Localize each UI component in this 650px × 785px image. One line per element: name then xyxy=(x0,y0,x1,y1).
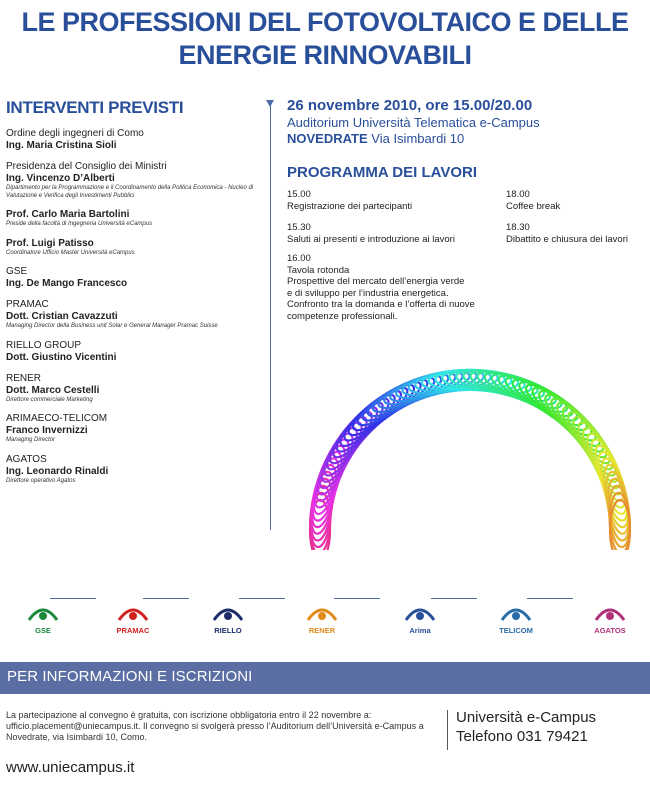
logo-text: RIELLO xyxy=(214,626,242,635)
title-line-2: ENERGIE RINNOVABILI xyxy=(178,40,472,70)
speaker-role: Direttore operativo Agatos xyxy=(6,477,76,484)
logo-mark-icon xyxy=(481,598,551,626)
logo-separator xyxy=(527,598,573,599)
slot-text: Dibattito e chiusura dei lavori xyxy=(506,233,628,245)
speaker-org: ARIMAECO-TELICOM xyxy=(6,413,108,424)
speaker-org: RIELLO GROUP xyxy=(6,339,82,351)
event-city: NOVEDRATE xyxy=(287,131,368,146)
info-heading: PER INFORMAZIONI E ISCRIZIONI xyxy=(7,668,253,685)
rainbow-spring-image xyxy=(280,345,650,550)
programme-slot xyxy=(287,253,475,322)
sponsor-logo xyxy=(385,592,455,644)
speakers-column xyxy=(6,98,261,494)
sponsor-logo xyxy=(481,592,551,644)
speaker-entry xyxy=(6,373,261,405)
speaker-name: Franco Invernizzi xyxy=(6,425,88,436)
logo-text: Arima xyxy=(409,626,431,635)
speaker-org: Ordine degli ingegneri di Como xyxy=(6,128,144,139)
speaker-name: Dott. Cristian Cavazzuti xyxy=(6,311,118,322)
programme-slot xyxy=(506,222,628,245)
slot-time: 16.00 xyxy=(287,253,311,264)
page-title xyxy=(0,6,650,72)
speaker-entry xyxy=(6,413,261,445)
speakers-list xyxy=(6,128,261,485)
speaker-role: Dipartimento per la Programmazione e il Coordinamento della Politica Economica - Nucleo di Valutazione e Verifica degli Investimenti Pubblici xyxy=(6,185,254,199)
programme-slot xyxy=(287,189,412,212)
event-info xyxy=(287,97,642,147)
logo-text: GSE xyxy=(35,626,51,635)
event-place xyxy=(287,131,642,147)
speaker-role: Managing Director xyxy=(6,437,56,443)
logo-mark-icon xyxy=(287,598,357,626)
logo-text: RENER xyxy=(308,626,336,635)
sponsor-logos xyxy=(0,592,650,644)
sponsor-logo xyxy=(575,592,645,644)
event-venue: Auditorium Università Telematica e-Campus xyxy=(287,115,540,130)
speaker-entry xyxy=(6,266,261,290)
sponsor-logo xyxy=(8,592,78,644)
logo-mark-icon xyxy=(575,598,645,626)
speaker-entry xyxy=(6,128,261,152)
logo-text: AGATOS xyxy=(594,626,626,635)
speaker-name: Dott. Marco Cestelli xyxy=(6,384,100,396)
speaker-org: RENER xyxy=(6,372,42,384)
speaker-name: Ing. De Mango Francesco xyxy=(6,278,128,289)
event-address: Via Isimbardi 10 xyxy=(371,131,465,146)
speaker-name: Ing. Maria Cristina Sioli xyxy=(6,140,117,151)
contact-divider xyxy=(447,710,448,750)
logo-text: TELICOM xyxy=(499,626,533,635)
slot-text: competenze professionali. xyxy=(287,310,398,322)
speaker-role: Preside della facoltà di Ingegneria Università eCampus xyxy=(6,221,153,227)
programme-slot xyxy=(506,189,560,212)
phone-number: Telefono 031 79421 xyxy=(456,728,588,745)
info-banner xyxy=(0,662,650,694)
logo-separator xyxy=(239,598,285,599)
speaker-role: Coordinatore Ufficio Master Università eCampus xyxy=(6,249,135,256)
slot-time: 18.30 xyxy=(506,222,530,233)
slot-time: 15.00 xyxy=(287,189,311,200)
slot-text: Saluti ai presenti e introduzione ai lavori xyxy=(287,233,455,245)
logo-mark-icon xyxy=(8,598,78,626)
logo-separator xyxy=(431,598,477,599)
speaker-entry xyxy=(6,209,261,229)
contact-block xyxy=(456,708,596,746)
speaker-org: GSE xyxy=(6,266,28,277)
info-text: La partecipazione al convegno è gratuita, con iscrizione obbligatoria entro il 22 novembre a: ufficio.placement@uniecampus.it. Il convegno si svolgerà presso l’Auditorium dell’Università e-Campus a Novedrate, via Isimbardi 10, Como. xyxy=(6,710,424,742)
speaker-org: Presidenza del Consiglio dei Ministri xyxy=(6,161,167,172)
slot-text: Registrazione dei partecipanti xyxy=(287,200,413,212)
programme-heading: PROGRAMMA DEI LAVORI xyxy=(287,164,477,181)
speaker-name: Prof. Carlo Maria Bartolini xyxy=(6,209,130,220)
logo-separator xyxy=(50,598,96,599)
sponsor-logo xyxy=(193,592,263,644)
sponsor-logo xyxy=(98,592,168,644)
slot-time: 15.30 xyxy=(287,222,311,233)
speaker-role: Managing Director della Business unit Solar e General Manager Pramac Suisse xyxy=(6,323,218,329)
logo-text: PRAMAC xyxy=(116,626,150,635)
logo-separator xyxy=(143,598,189,599)
speaker-name: Dott. Giustino Vicentini xyxy=(6,351,117,363)
slot-text: Tavola rotonda xyxy=(287,264,350,276)
speaker-org: AGATOS xyxy=(6,453,47,465)
speaker-entry xyxy=(6,238,261,258)
speaker-entry xyxy=(6,340,261,364)
slot-text: Confronto tra la domanda e l’offerta di nuove xyxy=(287,299,475,310)
speaker-entry xyxy=(6,299,261,331)
event-date: 26 novembre 2010, ore 15.00/20.00 xyxy=(287,97,533,114)
programme-slot xyxy=(287,222,455,245)
university-name: Università e-Campus xyxy=(456,709,597,726)
column-divider xyxy=(270,100,271,530)
logo-mark-icon xyxy=(385,598,455,626)
website-link[interactable]: www.uniecampus.it xyxy=(6,759,135,776)
slot-text: Prospettive del mercato dell’energia verde xyxy=(287,276,465,287)
speakers-heading: INTERVENTI PREVISTI xyxy=(6,98,184,117)
speaker-name: Ing. Leonardo Rinaldi xyxy=(6,465,109,477)
title-line-1: LE PROFESSIONI DEL FOTOVOLTAICO E DELLE xyxy=(21,7,629,37)
logo-separator xyxy=(334,598,380,599)
speaker-role: Direttore commerciale Marketing xyxy=(6,396,93,403)
logo-mark-icon xyxy=(98,598,168,626)
speaker-org: PRAMAC xyxy=(6,299,49,310)
slot-text: e di sviluppo per l’industria energetica. xyxy=(287,287,449,299)
slot-time: 18.00 xyxy=(506,189,530,200)
slot-text: Coffee break xyxy=(506,200,561,212)
speaker-name: Ing. Vincenzo D’Alberti xyxy=(6,173,115,184)
speaker-entry xyxy=(6,161,261,200)
sponsor-logo xyxy=(287,592,357,644)
logo-mark-icon xyxy=(193,598,263,626)
speaker-name: Prof. Luigi Patisso xyxy=(6,237,94,249)
speaker-entry xyxy=(6,454,261,486)
